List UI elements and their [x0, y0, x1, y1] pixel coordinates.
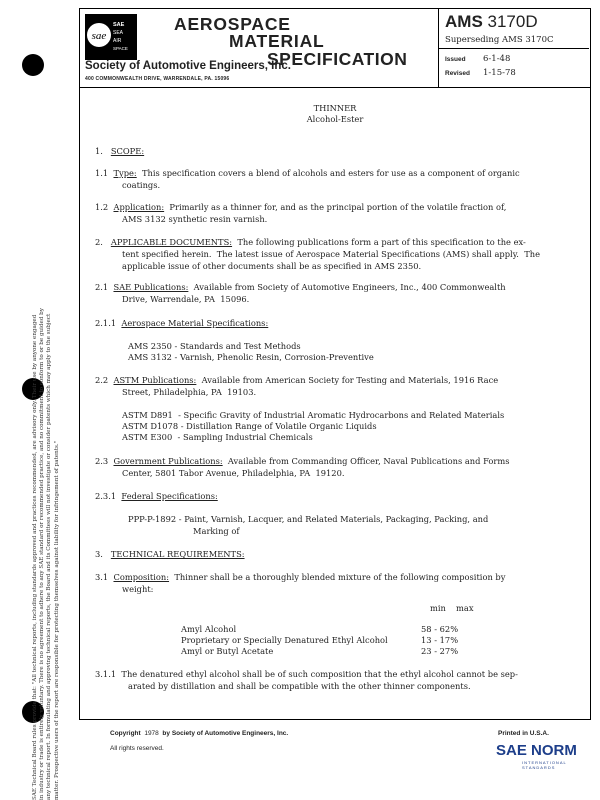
section-2-3-cont: Center, 5801 Tabor Avenue, Philadelphia, PA 19120.: [122, 468, 345, 478]
composition-row-name: Proprietary or Specially Denatured Ethyl Alcohol: [181, 635, 388, 645]
section-3: 3. TECHNICAL REQUIREMENTS:: [95, 549, 245, 559]
society-name: Society of Automotive Engineers, Inc.: [85, 60, 291, 72]
disclaimer-line: any technical report. In formulating and approving technical reports, the Board and its Committees will not investigate or consider patents which may apply to the subject: [46, 313, 53, 800]
composition-max-header: max: [456, 603, 474, 613]
section-2-2: 2.2 ASTM Publications: Available from American Society for Testing and Materials, 1916 Race: [95, 375, 499, 385]
ams-number: AMS 3170D: [445, 12, 538, 31]
title-line-specification: SPECIFICATION: [267, 49, 408, 69]
section-2-2-cont: Street, Philadelphia, PA 19103.: [122, 387, 257, 397]
issued-row: Issued 6-1-48: [445, 54, 511, 64]
disclaimer-line: matter. Prospective users of the report are responsible for protecting themselves against liability for infringement of patents.": [53, 440, 60, 800]
rights-reserved: All rights reserved.: [110, 745, 164, 752]
section-3-1-1: 3.1.1 The denatured ethyl alcohol shall be of such composition that the ethyl alcohol cannot be sep-: [95, 669, 518, 679]
section-2-3: 2.3 Government Publications: Available from Commanding Officer, Naval Publications and Forms: [95, 456, 510, 466]
copyright-line: Copyright 1978 by Society of Automotive Engineers, Inc.: [110, 730, 289, 737]
composition-row-range: 58 - 62%: [421, 624, 459, 634]
sae-norm-watermark: SAE NORM: [496, 742, 577, 759]
sae-norm-subtitle: INTERNATIONAL STANDARDS: [522, 760, 567, 770]
reference-astm-d891: ASTM D891 - Specific Gravity of Industrial Aromatic Hydrocarbons and Related Materials: [122, 410, 505, 420]
header-spec-block: [439, 8, 589, 88]
section-2: 2. APPLICABLE DOCUMENTS: The following publications form a part of this specification to the ex-: [95, 237, 526, 247]
disclaimer-line: SAE Technical Board rules provide that: "All technical reports, including standards approved and practices recommended, are advisory only. Their use by anyone engaged: [32, 314, 38, 800]
composition-row-range: 13 - 17%: [421, 635, 459, 645]
section-2-cont: applicable issue of other documents shall be as specified in AMS 2350.: [122, 261, 422, 271]
reference-ppp-p-1892-cont: Marking of: [193, 526, 240, 536]
composition-row-name: Amyl or Butyl Acetate: [181, 646, 274, 656]
section-1-2: 1.2 Application: Primarily as a thinner for, and as the principal portion of the volatile fraction of,: [95, 202, 507, 212]
section-1-1-cont: coatings.: [122, 180, 161, 190]
legal-disclaimer-sidebar: [32, 240, 74, 800]
revised-row: Revised 1-15-78: [445, 68, 516, 78]
composition-min-header: min: [430, 603, 446, 613]
doc-title: THINNER: [313, 103, 357, 113]
reference-astm-e300: ASTM E300 - Sampling Industrial Chemicals: [122, 432, 313, 442]
section-1: 1. SCOPE:: [95, 146, 145, 156]
composition-row-range: 23 - 27%: [421, 646, 459, 656]
logo-text: SAE: [113, 22, 125, 28]
title-line-material: MATERIAL: [229, 31, 325, 51]
society-address: 400 COMMONWEALTH DRIVE, WARRENDALE, PA. 15096: [85, 76, 230, 82]
section-3-1-cont: weight:: [122, 584, 154, 594]
binder-hole-top: [22, 54, 44, 76]
printed-in: Printed in U.S.A.: [498, 730, 549, 737]
reference-ams3132: AMS 3132 - Varnish, Phenolic Resin, Corrosion-Preventive: [128, 352, 374, 362]
section-3-1-1-cont: arated by distillation and shall be compatible with the other thinner components.: [128, 681, 471, 691]
reference-astm-d1078: ASTM D1078 - Distillation Range of Volatile Organic Liquids: [122, 421, 377, 431]
section-3-1: 3.1 Composition: Thinner shall be a thoroughly blended mixture of the following composition by: [95, 572, 506, 582]
disclaimer-line: in industry or trade is entirely voluntary. There is no agreement to adhere to any SAE standard or recommended practice, and no commitment to conform to or be guided by: [39, 308, 46, 800]
section-2-1-cont: Drive, Warrendale, PA 15096.: [122, 294, 250, 304]
svg-text:sae: sae: [91, 30, 107, 42]
section-2-3-1: 2.3.1 Federal Specifications:: [95, 491, 218, 501]
section-1-2-cont: AMS 3132 synthetic resin varnish.: [122, 214, 268, 224]
header-title-block: [79, 8, 439, 88]
section-2-cont: tent specified herein. The latest issue of Aerospace Material Specifications (AMS) shall apply. The: [122, 249, 540, 259]
section-1-1: 1.1 Type: This specification covers a blend of alcohols and esters for use as a component of organic: [95, 168, 520, 178]
reference-ams2350: AMS 2350 - Standards and Test Methods: [128, 341, 301, 351]
composition-row-name: Amyl Alcohol: [181, 624, 237, 634]
sae-logo-icon: [85, 14, 137, 60]
doc-subtitle: Alcohol-Ester: [306, 114, 364, 124]
header-divider: [439, 48, 589, 49]
title-line-aerospace: AEROSPACE: [174, 14, 291, 34]
logo-text: SPACE: [113, 46, 128, 51]
document-header: [79, 8, 591, 88]
logo-text: AIR: [113, 38, 122, 44]
section-2-1: 2.1 SAE Publications: Available from Society of Automotive Engineers, Inc., 400 Commonwealth: [95, 282, 506, 292]
logo-text: SEA: [113, 30, 124, 36]
superseding-note: Superseding AMS 3170C: [445, 35, 554, 45]
section-2-1-1: 2.1.1 Aerospace Material Specifications:: [95, 318, 269, 328]
reference-ppp-p-1892: PPP-P-1892 - Paint, Varnish, Lacquer, and Related Materials, Packaging, Packing, and: [128, 514, 489, 524]
